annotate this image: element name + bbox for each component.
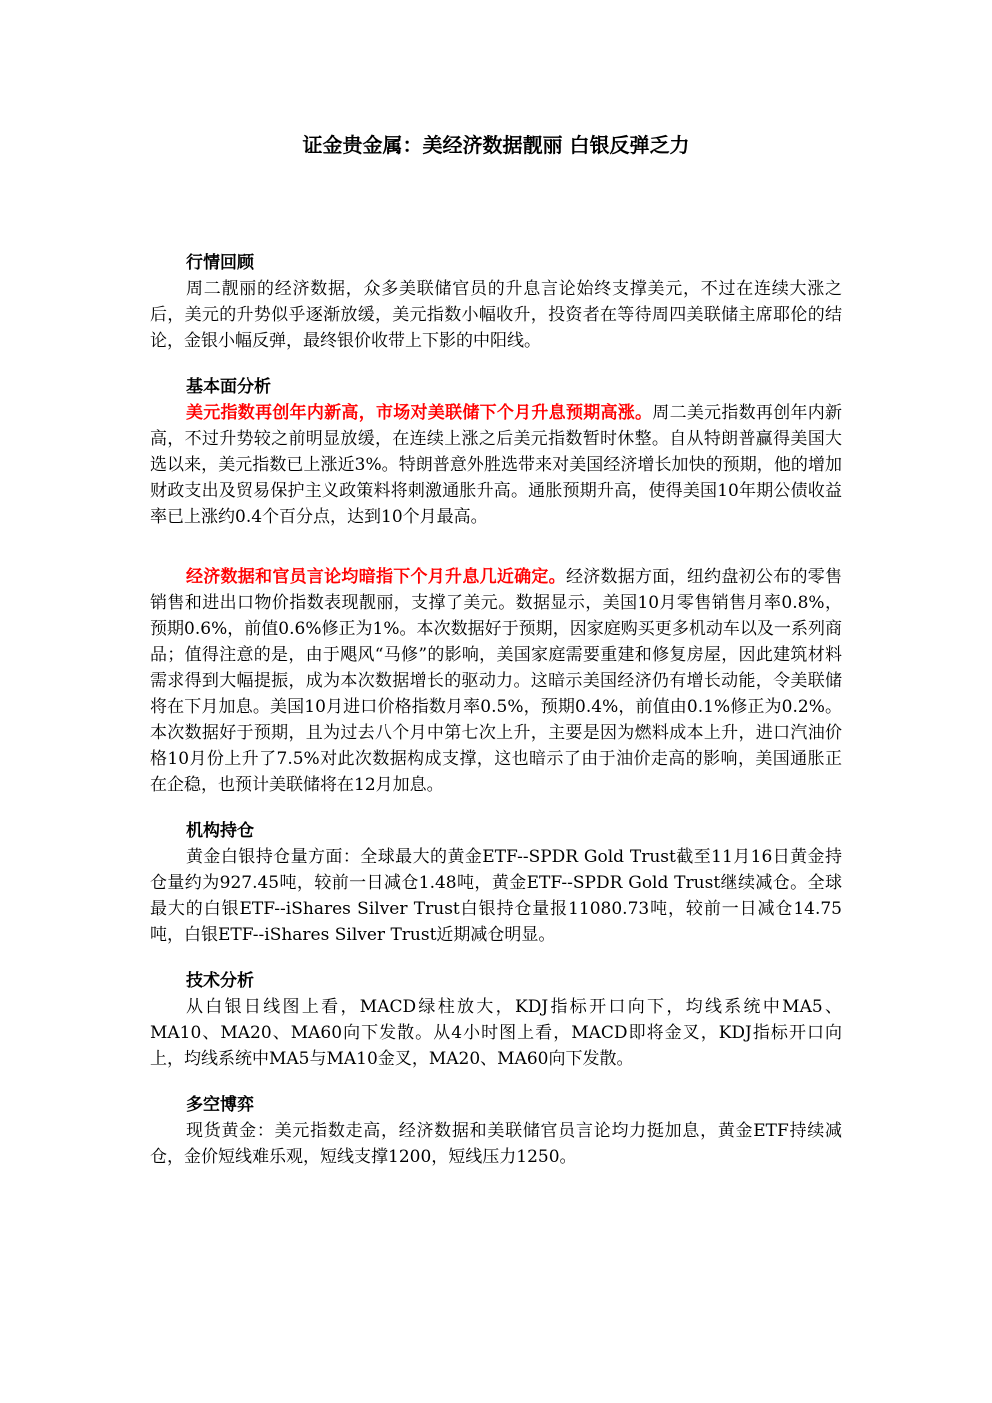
paragraph-body: 周二美元指数再创年内新高，不过升势较之前明显放缓，在连续上涨之后美元指数暂时休整。自从特朗普赢得美国大选以来，美元指数已上涨近3%。特朗普意外胜选带来对美国经济增长加快的预期，他的增加财政支出及贸易保护主义政策料将刺激通胀升高。通胀预期升高，使得美国10年期公债收益率已上涨约0.4个百分点，达到10个月最高。 [150,403,842,527]
section-market-review [150,250,842,354]
section-heading: 机构持仓 [186,821,254,841]
paragraph: 周二靓丽的经济数据，众多美联储官员的升息言论始终支撑美元，不过在连续大涨之后，美元的升势似乎逐渐放缓，美元指数小幅收升，投资者在等待周四美联储主席耶伦的结论，金银小幅反弹，最终银价收带上下影的中阳线。 [150,279,842,351]
paragraph: 现货黄金：美元指数走高，经济数据和美联储官员言论均力挺加息，黄金ETF持续减仓，金价短线难乐观，短线支撑1200，短线压力1250。 [150,1121,842,1167]
section-heading: 基本面分析 [186,377,271,397]
paragraph [150,400,842,530]
paragraph: 黄金白银持仓量方面：全球最大的黄金ETF--SPDR Gold Trust截至11月16日黄金持仓量约为927.45吨，较前一日减仓1.48吨，黄金ETF--SPDR Gold Trust继续减仓。全球最大的白银ETF--iShares Silver Trust白银持仓量报11080.73吨，较前一日减仓14.75吨，白银ETF--iShares Silver Trust近期减仓明显。 [150,847,842,945]
section-heading: 多空博弈 [186,1095,254,1115]
highlight-lead: 经济数据和官员言论均暗指下个月升息几近确定。 [186,567,566,587]
section-institutional-holdings [150,818,842,948]
section-fundamental-analysis [150,374,842,798]
section-technical-analysis [150,968,842,1072]
highlight-lead: 美元指数再创年内新高，市场对美联储下个月升息预期高涨。 [186,403,653,423]
page-title: 证金贵金属：美经济数据靓丽 白银反弹乏力 [302,133,690,157]
section-bull-bear-game [150,1092,842,1170]
section-heading: 技术分析 [186,971,254,991]
document-body [150,250,842,1170]
paragraph-body: 经济数据方面，纽约盘初公布的零售销售和进出口物价指数表现靓丽，支撑了美元。数据显示，美国10月零售销售月率0.8%，预期0.6%，前值0.6%修正为1%。本次数据好于预期，因家庭购买更多机动车以及一系列商品；值得注意的是，由于飓风“马修”的影响，美国家庭需要重建和修复房屋，因此建筑材料需求得到大幅提振，成为本次数据增长的驱动力。这暗示美国经济仍有增长动能，令美联储将在下月加息。美国10月进口价格指数月率0.5%，预期0.4%，前值由0.1%修正为0.2%。本次数据好于预期，且为过去八个月中第七次上升，主要是因为燃料成本上升，进口汽油价格10月份上升了7.5%对此次数据构成支撑，这也暗示了由于油价走高的影响，美国通胀正在企稳，也预计美联储将在12月加息。 [150,567,843,795]
paragraph [150,564,842,798]
paragraph: 从白银日线图上看，MACD绿柱放大，KDJ指标开口向下，均线系统中MA5、MA10、MA20、MA60向下发散。从4小时图上看，MACD即将金叉，KDJ指标开口向上，均线系统中MA5与MA10金叉，MA20、MA60向下发散。 [150,997,842,1069]
section-heading: 行情回顾 [186,253,254,273]
